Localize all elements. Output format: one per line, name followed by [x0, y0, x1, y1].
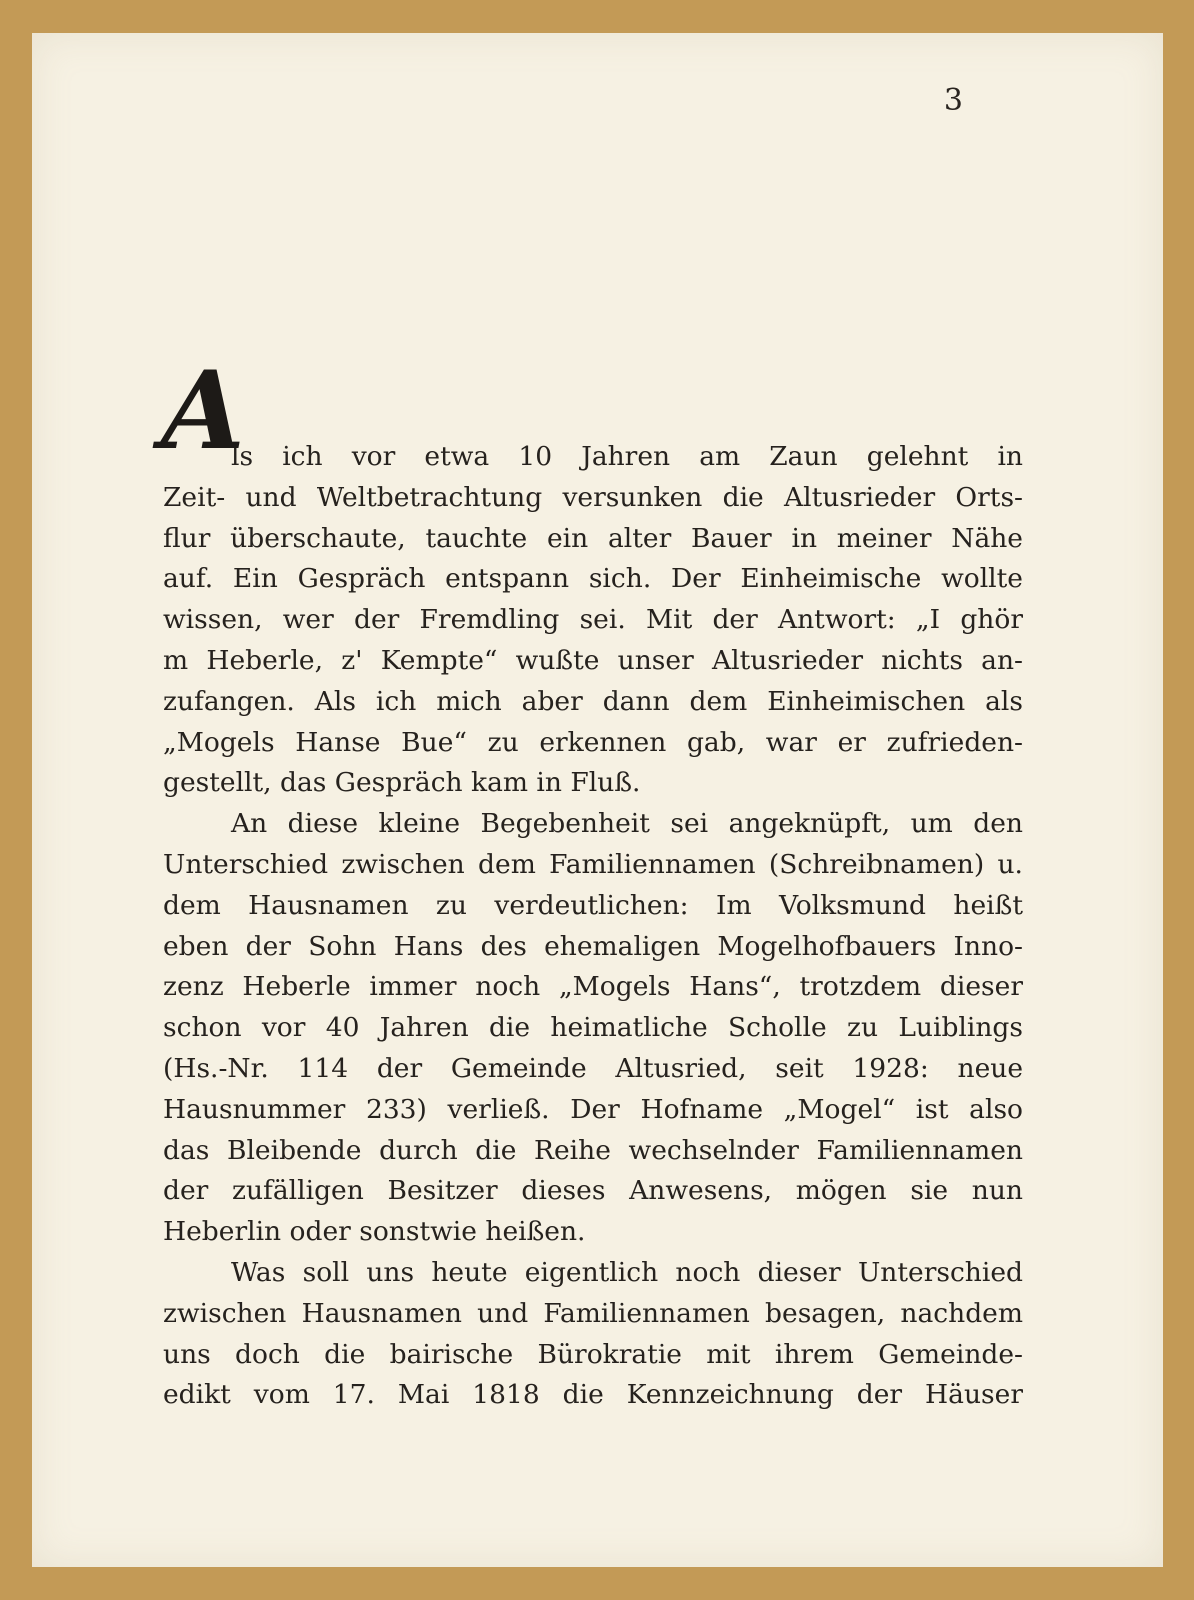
- body-text: [161, 348, 1023, 1416]
- text-line: wissen, wer der Fremdling sei. Mit der Antwort: „I ghör: [163, 604, 1023, 636]
- text-line: m Heberle, z' Kempte“ wußte unser Altusrieder nichts an-: [163, 644, 1023, 676]
- text-line: flur überschaute, tauchte ein alter Bauer in meiner Nähe: [163, 522, 1023, 554]
- book-page: [32, 33, 1163, 1567]
- page-number: 3: [943, 83, 963, 118]
- text-line: dem Hausnamen zu verdeutlichen: Im Volksmund heißt: [163, 889, 1023, 921]
- text-line: ls ich vor etwa 10 Jahren am Zaun gelehnt in: [231, 441, 1023, 472]
- text-line: Heberlin oder sonstwie heißen.: [163, 1216, 586, 1248]
- text-line: eben der Sohn Hans des ehemaligen Mogelhofbauers Inno-: [163, 930, 1023, 962]
- text-line: An diese kleine Begebenheit sei angeknüpft, um den: [231, 808, 1023, 840]
- drop-cap: A: [161, 348, 245, 474]
- text-line: der zufälligen Besitzer dieses Anwesens, mögen sie nun: [163, 1175, 1023, 1207]
- text-line: Zeit- und Weltbetrachtung versunken die Altusrieder Orts-: [163, 481, 1023, 513]
- text-line: (Hs.-Nr. 114 der Gemeinde Altusried, seit 1928: neue: [163, 1052, 1023, 1084]
- text-line: zenz Heberle immer noch „Mogels Hans“, trotzdem dieser: [163, 971, 1023, 1003]
- text-line: zwischen Hausnamen und Familiennamen besagen, nachdem: [163, 1297, 1023, 1329]
- text-line: Hausnummer 233) verließ. Der Hofname „Mogel“ ist also: [163, 1093, 1023, 1125]
- text-line: Unterschied zwischen dem Familiennamen (Schreibnamen) u.: [163, 848, 1023, 880]
- text-line: schon vor 40 Jahren die heimatliche Scholle zu Luiblings: [163, 1012, 1023, 1044]
- text-line: edikt vom 17. Mai 1818 die Kennzeichnung der Häuser: [163, 1379, 1023, 1411]
- text-line: gestellt, das Gespräch kam in Fluß.: [163, 767, 641, 799]
- text-line: „Mogels Hanse Bue“ zu erkennen gab, war er zufrieden-: [163, 726, 1023, 758]
- text-line: zufangen. Als ich mich aber dann dem Einheimischen als: [163, 685, 1023, 717]
- text-line: auf. Ein Gespräch entspann sich. Der Einheimische wollte: [163, 563, 1023, 595]
- text-line: Was soll uns heute eigentlich noch dieser Unterschied: [231, 1256, 1023, 1288]
- text-line: uns doch die bairische Bürokratie mit ihrem Gemeinde-: [163, 1338, 1023, 1370]
- text-line: das Bleibende durch die Reihe wechselnder Familiennamen: [163, 1134, 1023, 1166]
